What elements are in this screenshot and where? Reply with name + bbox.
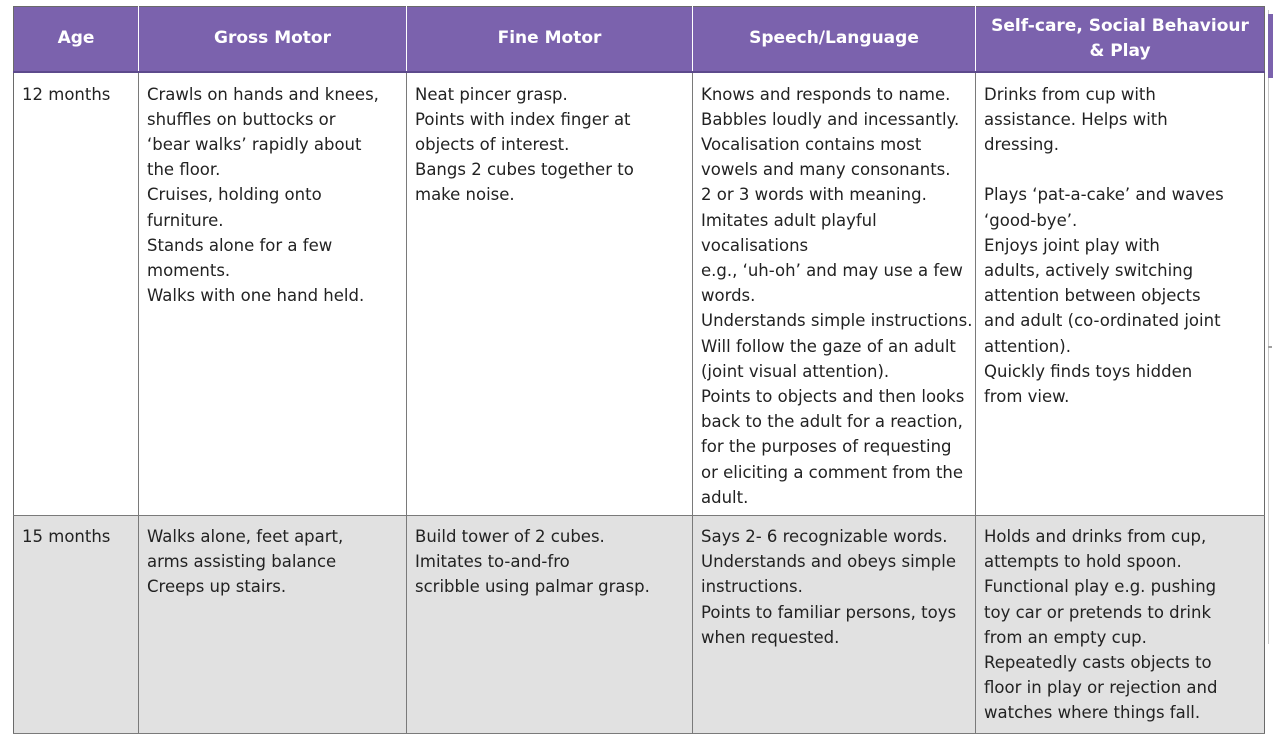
cell-fine-motor-12 <box>407 72 693 516</box>
self-care-12-part-b <box>984 182 1257 409</box>
cell-line: moments. <box>147 260 231 280</box>
cell-line: Neat pincer grasp. <box>415 84 568 104</box>
cell-gross-motor-15 <box>139 516 407 734</box>
cell-speech-language-12 <box>693 72 976 516</box>
cell-self-care-15 <box>976 516 1265 734</box>
cell-line: Will follow the gaze of an adult <box>701 336 956 356</box>
cell-line: the floor. <box>147 160 221 180</box>
cell-line: Imitates to-and-fro <box>415 552 570 572</box>
cell-line: Enjoys joint play with <box>984 235 1160 255</box>
cell-line: Walks alone, feet apart, <box>147 527 344 546</box>
cell-line: Understands and obeys simple <box>701 552 956 572</box>
cell-line: e.g., ‘uh-oh’ and may use a few <box>701 260 963 280</box>
scrollbar-marker <box>1268 346 1272 348</box>
cell-age-15: 15 months <box>14 516 139 734</box>
cell-line: back to the adult for a reaction, <box>701 412 963 432</box>
cell-line: attention between objects <box>984 286 1201 306</box>
table-row-12-months <box>14 72 1265 516</box>
header-row <box>14 7 1265 72</box>
cell-line: and adult (co-ordinated joint <box>984 311 1221 331</box>
vertical-scrollbar[interactable] <box>1268 10 1273 644</box>
cell-line: ‘good-bye’. <box>984 210 1078 230</box>
header-self-care-line-2: & Play <box>1089 40 1151 61</box>
cell-line: Quickly finds toys hidden <box>984 361 1193 381</box>
cell-line: Knows and responds to name. <box>701 84 951 104</box>
cell-line: Build tower of 2 cubes. <box>415 527 605 546</box>
cell-line: toy car or pretends to drink <box>984 602 1212 622</box>
cell-line: or eliciting a comment from the <box>701 462 964 482</box>
cell-line: Imitates adult playful <box>701 210 877 230</box>
cell-line: vowels and many consonants. <box>701 160 951 180</box>
header-fine-motor: Fine Motor <box>407 7 693 72</box>
developmental-milestones-table <box>13 6 1265 734</box>
cell-line: Functional play e.g. pushing <box>984 577 1217 597</box>
cell-line: objects of interest. <box>415 134 570 154</box>
cell-line: Cruises, holding onto <box>147 185 322 205</box>
header-speech-language: Speech/Language <box>693 7 976 72</box>
cell-line: when requested. <box>701 627 840 647</box>
cell-line: Holds and drinks from cup, <box>984 527 1207 546</box>
cell-line: attention). <box>984 336 1071 356</box>
cell-line: Says 2- 6 recognizable words. <box>701 527 948 546</box>
cell-line: 2 or 3 words with meaning. <box>701 185 927 205</box>
scrollbar-thumb[interactable] <box>1268 14 1273 78</box>
cell-line: ‘bear walks’ rapidly about <box>147 134 362 154</box>
cell-line: watches where things fall. <box>984 703 1201 723</box>
cell-line: Vocalisation contains most <box>701 134 922 154</box>
header-self-care-line-1: Self-care, Social Behaviour <box>991 15 1249 36</box>
cell-fine-motor-15 <box>407 516 693 734</box>
cell-line: Plays ‘pat-a-cake’ and waves <box>984 185 1224 205</box>
cell-gross-motor-12 <box>139 72 407 516</box>
cell-line: Drinks from cup with <box>984 84 1156 104</box>
cell-line: attempts to hold spoon. <box>984 552 1182 572</box>
cell-line: shuffles on buttocks or <box>147 109 336 129</box>
cell-line: arms assisting balance <box>147 552 337 572</box>
cell-line: from an empty cup. <box>984 627 1147 647</box>
table-row-15-months <box>14 516 1265 734</box>
cell-line: Babbles loudly and incessantly. <box>701 109 960 129</box>
cell-line: instructions. <box>701 577 803 597</box>
cell-speech-language-15 <box>693 516 976 734</box>
paragraph-gap <box>984 157 1257 182</box>
cell-line: Repeatedly casts objects to <box>984 653 1212 673</box>
cell-line: for the purposes of requesting <box>701 437 952 457</box>
cell-age-12: 12 months <box>14 72 139 516</box>
cell-line: Points to familiar persons, toys <box>701 602 957 622</box>
cell-line: make noise. <box>415 185 515 205</box>
cell-line: dressing. <box>984 134 1059 154</box>
cell-line: Walks with one hand held. <box>147 286 365 306</box>
cell-line: assistance. Helps with <box>984 109 1168 129</box>
cell-line: words. <box>701 286 756 306</box>
cell-line: floor in play or rejection and <box>984 678 1218 698</box>
cell-line: (joint visual attention). <box>701 361 890 381</box>
cell-self-care-12 <box>976 72 1265 516</box>
cell-line: furniture. <box>147 210 224 230</box>
cell-line: Points to objects and then looks <box>701 386 965 406</box>
cell-line: vocalisations <box>701 235 809 255</box>
header-age: Age <box>14 7 139 72</box>
cell-line: adults, actively switching <box>984 260 1194 280</box>
cell-line: adult. <box>701 487 749 507</box>
header-gross-motor: Gross Motor <box>139 7 407 72</box>
cell-line: Crawls on hands and knees, <box>147 84 379 104</box>
table-body <box>14 72 1265 734</box>
cell-line: Bangs 2 cubes together to <box>415 160 634 180</box>
self-care-12-part-a <box>984 82 1257 158</box>
cell-line: Points with index finger at <box>415 109 631 129</box>
cell-line: Understands simple instructions. <box>701 311 973 331</box>
cell-line: Creeps up stairs. <box>147 577 287 597</box>
cell-line: scribble using palmar grasp. <box>415 577 650 597</box>
cell-line: Stands alone for a few <box>147 235 333 255</box>
table-header <box>14 7 1265 72</box>
cell-line: from view. <box>984 386 1070 406</box>
header-self-care <box>976 7 1265 72</box>
